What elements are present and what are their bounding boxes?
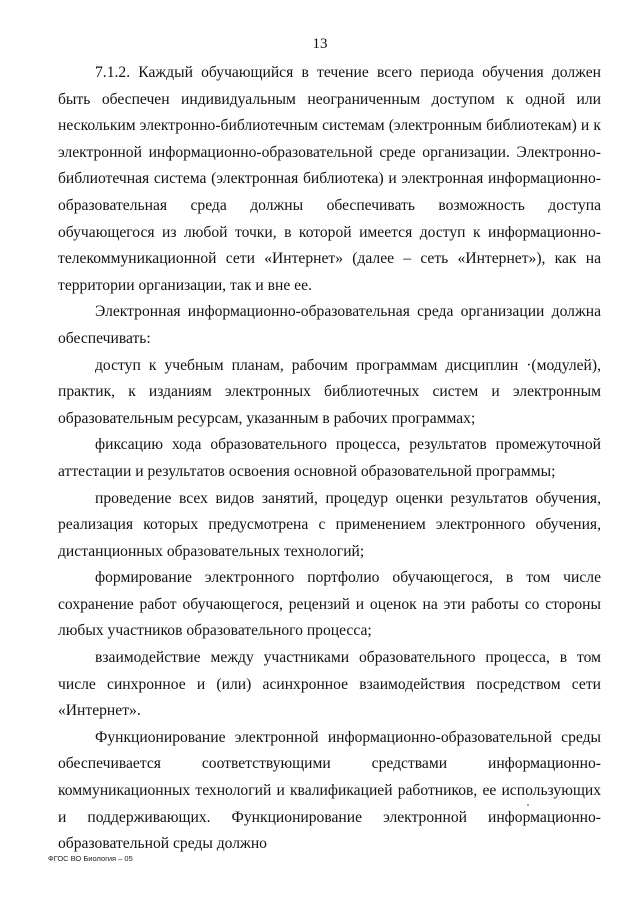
page-number: 13 (312, 36, 328, 52)
paragraph-functioning: Функционирование электронной информационно-образовательной среды обеспечивается соответствующими средствами информационно-коммуникационных технологий и квалификацией работников, ее использующих и поддерживающих. Функционирование электронной информационно-образовательной среды должно (58, 728, 601, 853)
paragraph-portfolio: формирование электронного портфолио обучающегося, в том числе сохранение работ обучающегося, рецензий и оценок на эти работы со стороны любых участников образовательного процесса; (58, 569, 601, 640)
paragraph-process-recording: фиксацию хода образовательного процесса, результатов промежуточной аттестации и результатов освоения основной образовательной программы; (58, 436, 601, 480)
paragraph-environment-intro: Электронная информационно-образовательная среда организации должна обеспечивать: (58, 303, 601, 347)
scan-speck (527, 804, 529, 806)
paragraph-interaction: взаимодействие между участниками образовательного процесса, в том числе синхронное и (или) асинхронное взаимодействия посредством сети «Интернет». (58, 649, 601, 720)
paragraph-classes-conduct: проведение всех видов занятий, процедур оценки результатов обучения, реализация которых предусмотрена с применением электронного обучения, дистанционных образовательных технологий; (58, 489, 601, 560)
body-text (58, 60, 601, 858)
paragraph-access-curricula: доступ к учебным планам, рабочим программам дисциплин ·(модулей), практик, к изданиям электронных библиотечных систем и электронным образовательным ресурсам, указанным в рабочих программах; (58, 356, 601, 427)
page-footer: ФГОС ВО Биология – 05 (48, 854, 133, 863)
paragraph-7-1-2: 7.1.2. Каждый обучающийся в течение всего периода обучения должен быть обеспечен индивидуальным неограниченным доступом к одной или нескольким электронно-библиотечным системам (электронным библиотекам) и к электронной информационно-образовательной среде организации. Электронно-библиотечная система (электронная библиотека) и электронная информационно-образовательная среда должны обеспечивать возможность доступа обучающегося из любой точки, в которой имеется доступ к информационно-телекоммуникационной сети «Интернет» (далее – сеть «Интернет»), как на территории организации, так и вне ее. (58, 64, 601, 294)
